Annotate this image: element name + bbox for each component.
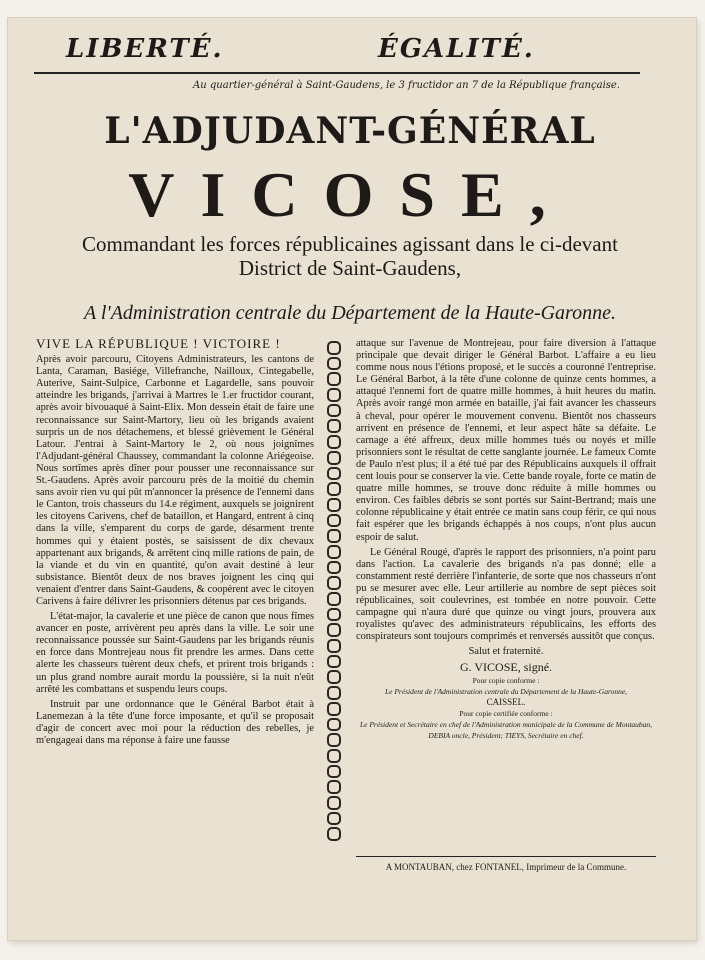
subtitle-line-2: District de Saint-Gaudens, [238, 256, 462, 280]
headquarters-line: Au quartier-général à Saint-Gaudens, le 3 fructidor an 7 de la République française. [193, 80, 620, 91]
copy-line: Le Président et Secrétaire en chef de l'Administration municipale de la Commune de Montauban, [359, 719, 653, 729]
subtitle-line-1: Commandant les forces républicaines agissant dans le ci-devant [82, 232, 618, 256]
closing-salutation: Salut et fraternité. [468, 646, 544, 658]
paragraph: Instruit par une ordonnance que le Général Barbot était à Lanemezan à la tête d'une force imposante, et qu'il se proposait d'agir de concert avec moi pour la réduction des rebelles, je m'engageai dans ma réponse à faire une fausse [36, 698, 314, 746]
paragraph: Le Général Rougé, d'après le rapport des prisonniers, n'a point paru dans l'action. La cavalerie des brigands n'a pas donné; elle a constamment resté derrière l'infanterie, de sorte que nos chasseurs n'ont pu se mesurer avec elle. Leur artillerie au nombre de sept pièces soit républicaines, soit coulevrines, est tombée en notre pouvoir. Cette campagne qui n'aura duré que quinze ou vingt jours, prouvera aux royalistes qu'avec des administrateurs républicains, les efforts des conspirateurs sont toujours comprimés et renversés aussitôt que conçus. [356, 546, 656, 643]
ornamental-column-divider [322, 340, 346, 842]
right-column [356, 338, 656, 742]
copy-line: Pour copie conforme : [472, 675, 540, 685]
paragraph: attaque sur l'avenue de Montrejeau, pour faire diversion à l'attaque principale que devait diriger le Général Barbot. L'affaire a eu lieu comme nous nous l'étions proposé, et le succès a couronné l'entreprise. Le Général Barbot, à la tête d'une colonne de quinze cents hommes, a attaqué l'ennemi fort de quatre mille hommes, à huit heures du matin. Après avoir rangé mon armée en bataille, j'ai fait avancer les chasseurs à cheval, pour opérer le mouvement convenu. Bientôt nos chasseurs arrivent en présence de l'ennemi, et leur aspect hâte sa défaite. Le carnage a été affreux, deux mille hommes tués ou noyés et mille prisonniers sont le résultat de cette sanglante journée. Le fameux Comte de Paulo n'est plus; il a été tué par des Républicains auxquels il offrait cent louis pour se conserver la vie. Cette bande royale, forte ce matin de quatre mille hommes, se trouve donc réduite à mille hommes ou environ. Ces faibles débris se sont portés sur Saint-Bertrand; mais une colonne républicaine y était entrée ce matin sans coup férir, ce qui nous fait espérer que les brigands échappés à nos coups, n'ont plus aucun espoir de salut. [356, 338, 656, 543]
paragraph: Après avoir parcouru, Citoyens Administrateurs, les cantons de Lanta, Caraman, Basiége, Villefranche, Nailloux, Cintegabelle, Auterive, Saint-Sulpice, Carbonne et Lagardelle, sans pouvoir atteindre les brigands, j'arrivai à Martres le 1.er fructidor courant, après avoir bivouaqué à Saint-Elix. Mon dessein était de faire une reconnaissance sur Saint-Martory, lieu où les brigands avaient surpris un de nos détachemens, et blessé grièvement le Général Latour. J'entrai à Saint-Martory le 2, où nous joignîmes l'Adjudant-général Chaussey, commandant la colonne Ariégeoise. Nous sortîmes après dîner pour pousser une reconnaissance sur St.-Gaudens. Après avoir parcouru près de la moitié du chemin sans avoir rien vu qui pût m'annoncer la présence de l'ennemi dans le Canton, trois chasseurs du 14.e régiment, auxquels se joignirent les citoyens Carivens, chef de bataillon, et Hangard, entrent à cinq dans la ville, s'emparent du corps de garde, désarment trente hommes qui y étaient postés, se saisissent de dix chevaux appartenant aux brigands, & arrêtent cinq mille rations de pain, de la viande et du vin en quantité, qu'on avait destiné à leur subsistance. Bientôt deux de nos braves joignent les cinq qui venaient d'entrer dans Saint-Gaudens, & coopèrent avec le citoyen Carivens à faire délivrer les prisonniers détenus par ces brigands. [36, 354, 314, 607]
copy-line: Le Président de l'Administration centrale du Département de la Haute-Garonne, [384, 686, 628, 696]
copy-line: Pour copie certifiée conforme : [459, 708, 553, 718]
motto-liberte: LIBERTÉ. [66, 34, 224, 64]
copy-line: DEBIA oncle, Président; TIEYS, Secrétaire en chef. [428, 730, 584, 740]
opening-cry: VIVE LA RÉPUBLIQUE ! VICTOIRE ! [36, 336, 281, 351]
footer-rule [356, 856, 656, 857]
title-adjudant-general: L'ADJUDANT-GÉNÉRAL [104, 110, 596, 152]
paragraph: L'état-major, la cavalerie et une pièce de canon que nous fîmes avancer en poste, arrivèrent peu après dans la ville. Le soir une reconnaissance poussée sur Saint-Gaudens par les brigands réunis en force dans Montrejeau nous fit prendre les armes. Dans cette alerte les chasseurs tuèrent deux chefs, et prirent trois brigands : un plus grand nombre aurait mordu la poussière, si la nuit n'eût arrêté les combattans et suspendu leurs coups. [36, 611, 314, 695]
header-rule [34, 72, 640, 74]
copy-line: CAISSEL. [486, 696, 526, 707]
title-vicose: VICOSE, [128, 159, 572, 230]
signature: G. VICOSE, signé. [459, 660, 553, 675]
motto-egalite: ÉGALITÉ. [378, 34, 535, 64]
printer-imprint: A MONTAUBAN, chez FONTANEL, Imprimeur de la Commune. [385, 862, 627, 872]
left-column [36, 338, 314, 750]
addressee-line: A l'Administration centrale du Département de la Haute-Garonne. [84, 302, 616, 324]
